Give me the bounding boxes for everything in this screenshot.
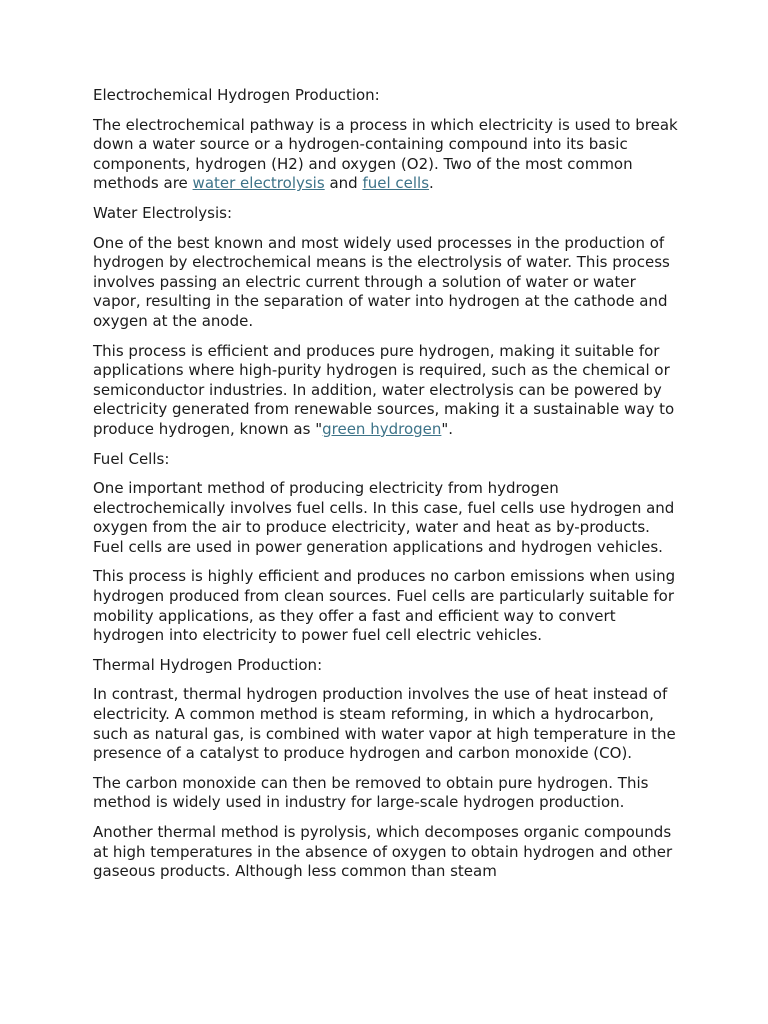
paragraph-text: This process is efficient and produces pure hydrogen, making it suitable for applications where high-purity hydrogen is required, such as the chemical or semiconductor industries. In addition, water electrolysis can be powered by electricity generated from renewable sources, making it a sustainable way to produce hydrogen, known as " (93, 341, 675, 438)
paragraph-fuel-cells-1: One important method of producing electricity from hydrogen electrochemically involves fuel cells. In this case, fuel cells use hydrogen and oxygen from the air to produce electricity, water and heat as by-products. Fuel cells are used in power generation applications and hydrogen vehicles. (93, 479, 675, 556)
link-green-hydrogen[interactable]: green hydrogen (322, 419, 442, 438)
paragraph-water-electrolysis-2 (93, 342, 683, 440)
link-water-electrolysis[interactable]: water electrolysis (192, 174, 325, 193)
paragraph-text: and (324, 174, 363, 193)
link-fuel-cells[interactable]: fuel cells (362, 174, 430, 193)
paragraph-thermal-1: In contrast, thermal hydrogen production involves the use of heat instead of electricity. A common method is steam reforming, in which a hydrocarbon, such as natural gas, is combined with water vapor at high temperature in the presence of a catalyst to produce hydrogen and carbon monoxide (CO). (93, 685, 676, 763)
section-heading-thermal: Thermal Hydrogen Production: (93, 655, 323, 674)
section-heading-fuel-cells: Fuel Cells: (93, 449, 170, 468)
section-heading-water-electrolysis: Water Electrolysis: (93, 203, 233, 222)
document-page (93, 86, 683, 892)
paragraph-thermal-3: Another thermal method is pyrolysis, which decomposes organic compounds at high temperatures in the absence of oxygen to obtain hydrogen and other gaseous products. Although less common than steam (93, 823, 673, 881)
paragraph-text: . (429, 174, 434, 193)
section-heading-electrochemical: Electrochemical Hydrogen Production: (93, 86, 380, 104)
paragraph-electrochemical-intro (93, 116, 683, 194)
paragraph-text: The electrochemical pathway is a process in which electricity is used to break down a water source or a hydrogen-containing compound into its basic components, hydrogen (H2) and oxygen (O2). Two of the most common methods are (93, 115, 678, 193)
paragraph-text: ". (441, 419, 454, 438)
paragraph-fuel-cells-2: This process is highly efficient and produces no carbon emissions when using hydrogen produced from clean sources. Fuel cells are particularly suitable for mobility applications, as they offer a fast and efficient way to convert hydrogen into electricity to power fuel cell electric vehicles. (93, 567, 676, 645)
paragraph-water-electrolysis-1: One of the best known and most widely used processes in the production of hydrogen by electrochemical means is the electrolysis of water. This process involves passing an electric current through a solution of water or water vapor, resulting in the separation of water into hydrogen at the cathode and oxygen at the anode. (93, 233, 670, 330)
paragraph-thermal-2: The carbon monoxide can then be removed to obtain pure hydrogen. This method is widely used in industry for large-scale hydrogen production. (93, 773, 649, 812)
